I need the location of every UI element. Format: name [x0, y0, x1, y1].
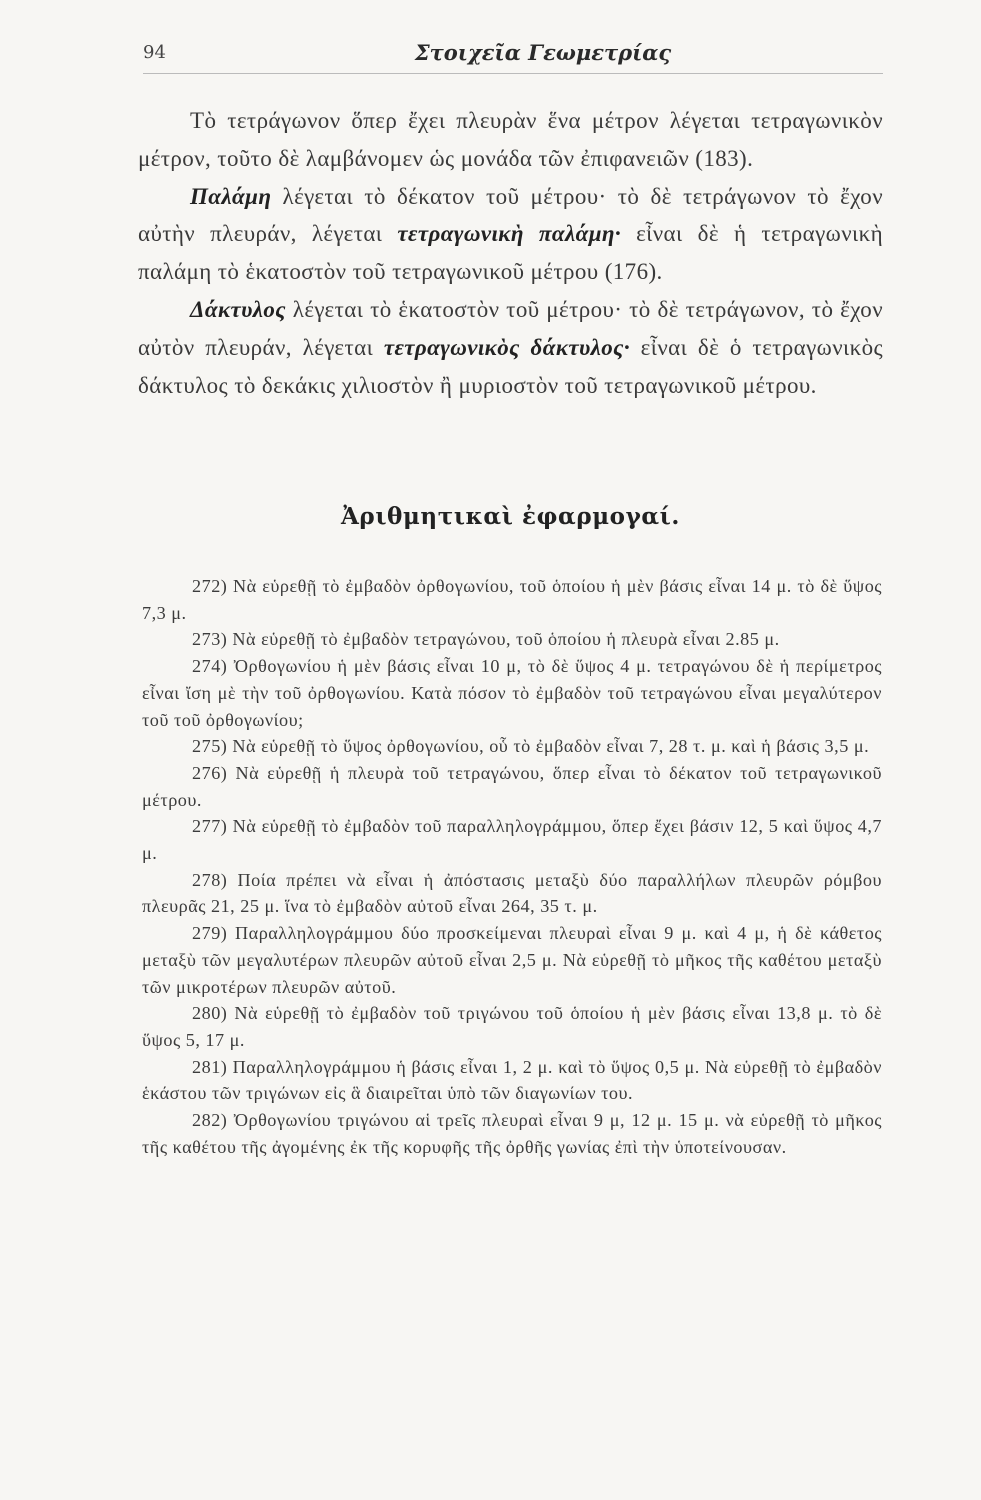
term-square-daktylos: τετραγωνικὸς δάκτυλος·: [383, 334, 630, 360]
term-daktylos: Δάκτυλος: [190, 296, 286, 322]
paragraph-daktylos: Δάκτυλος λέγεται τὸ ἑκατοστὸν τοῦ μέτρου· τὸ δὲ τετράγωνον, τὸ ἔχον αὐτὸν πλευράν, λέγεται τετραγωνικὸς δάκτυλος· εἶναι δὲ ὁ τετραγωνικὸς δάκτυλος τὸ δεκάκις χιλιοστὸν ἢ μυριοστὸν τοῦ τετραγωνικοῦ μέτρου.: [138, 296, 883, 398]
exercise-278: 278) Ποία πρέπει νὰ εἶναι ἡ ἀπόστασις μεταξὺ δύο παραλλήλων πλευρῶν ρόμβου πλευρᾶς 21, 25 μ. ἵνα τὸ ἐμβαδὸν αὐτοῦ εἶναι 264, 35 τ. μ.: [142, 869, 882, 917]
exercise-282: 282) Ὀρθογωνίου τριγώνου αἱ τρεῖς πλευραὶ εἶναι 9 μ, 12 μ. 15 μ. νὰ εὑρεθῇ τὸ μῆκος τῆς καθέτου τῆς ἀγομένης ἐκ τῆς κορυφῆς τῆς ὀρθῆς γωνίας ἐπὶ τὴν ὑποτείνουσαν.: [142, 1110, 882, 1157]
exercise-272: 272) Νὰ εὑρεθῇ τὸ ἐμβαδὸν ὀρθογωνίου, τοῦ ὁποίου ἡ μὲν βάσις εἶναι 14 μ. τὸ δὲ ὕψος 7,3 μ.: [142, 576, 882, 623]
exercise-276: 276) Νὰ εὑρεθῇ ἡ πλευρὰ τοῦ τετραγώνου, ὅπερ εἶναι τὸ δέκατον τοῦ τετραγωνικοῦ μέτρου.: [142, 762, 882, 810]
exercise-273: 273) Νὰ εὑρεθῇ τὸ ἐμβαδὸν τετραγώνου, τοῦ ὁποίου ἡ πλευρὰ εἶναι 2.85 μ.: [192, 629, 780, 650]
exercise-275: 275) Νὰ εὑρεθῇ τὸ ὕψος ὀρθογωνίου, οὗ τὸ ἐμβαδὸν εἶναι 7, 28 τ. μ. καὶ ἡ βάσις 3,5 μ.: [192, 736, 870, 757]
exercise-280: 280) Νὰ εὑρεθῇ τὸ ἐμβαδὸν τοῦ τριγώνου τοῦ ὁποίου ἡ μὲν βάσις εἶναι 13,8 μ. τὸ δὲ ὕψος 5, 17 μ.: [142, 1003, 882, 1050]
paragraph-palami: Παλάμη λέγεται τὸ δέκατον τοῦ μέτρου· τὸ δὲ τετράγωνον τὸ ἔχον αὐτὴν πλευράν, λέγεται τετραγωνικὴ παλάμη· εἶναι δὲ ἡ τετραγωνικὴ παλάμη τὸ ἑκατοστὸν τοῦ τετραγωνικοῦ μέτρου (176).: [138, 183, 884, 285]
body-text: [138, 102, 883, 404]
exercise-277: 277) Νὰ εὑρεθῇ τὸ ἐμβαδὸν τοῦ παραλληλογράμμου, ὅπερ ἔχει βάσιν 12, 5 καὶ ὕψος 4,7 μ.: [142, 816, 882, 864]
paragraph-square-meter: Τὸ τετράγωνον ὅπερ ἔχει πλευρὰν ἕνα μέτρον λέγεται τετραγωνικὸν μέτρον, τοῦτο δὲ λαμβάνομεν ὡς μονάδα τῶν ἐπιφανειῶν (183).: [138, 108, 883, 171]
page-number: 94: [143, 42, 166, 63]
section-heading: Ἀριθμητικαὶ ἐφαρμογαί.: [340, 503, 681, 530]
exercise-279: 279) Παραλληλογράμμου δύο προσκείμεναι πλευραὶ εἶναι 9 μ. καὶ 4 μ, ἡ δὲ κάθετος μεταξὺ τῶν μεγαλυτέρων πλευρῶν αὐτοῦ εἶναι 2,5 μ. Νὰ εὑρεθῇ τὸ μῆκος τῆς καθέτου μεταξὺ τῶν μικροτέρων πλευρῶν αὐτοῦ.: [142, 923, 882, 997]
page-header: [143, 38, 883, 68]
exercise-281: 281) Παραλληλογράμμου ἡ βάσις εἶναι 1, 2 μ. καὶ τὸ ὕψος 0,5 μ. Νὰ εὑρεθῇ τὸ ἐμβαδὸν ἑκάστου τῶν τριγώνων εἰς ἃ διαιρεῖται ὑπὸ τῶν διαγωνίων του.: [142, 1056, 882, 1104]
running-title: Στοιχεῖα Γεωμετρίας: [414, 40, 672, 65]
exercise-list: [142, 573, 882, 1160]
term-square-palami: τετραγωνικὴ παλάμη·: [397, 221, 622, 247]
header-rule: [143, 73, 883, 74]
exercise-274: 274) Ὀρθογωνίου ἡ μὲν βάσις εἶναι 10 μ, τὸ δὲ ὕψος 4 μ. τετραγώνου δὲ ἡ περίμετρος εἶναι ἴση μὲ τὴν τοῦ ὀρθογωνίου. Κατὰ πόσον τὸ ἐμβαδὸν τοῦ τετραγώνου εἶναι μεγαλύτερον τοῦ τοῦ ὀρθογωνίου;: [142, 656, 882, 730]
term-palami: Παλάμη: [190, 183, 272, 209]
